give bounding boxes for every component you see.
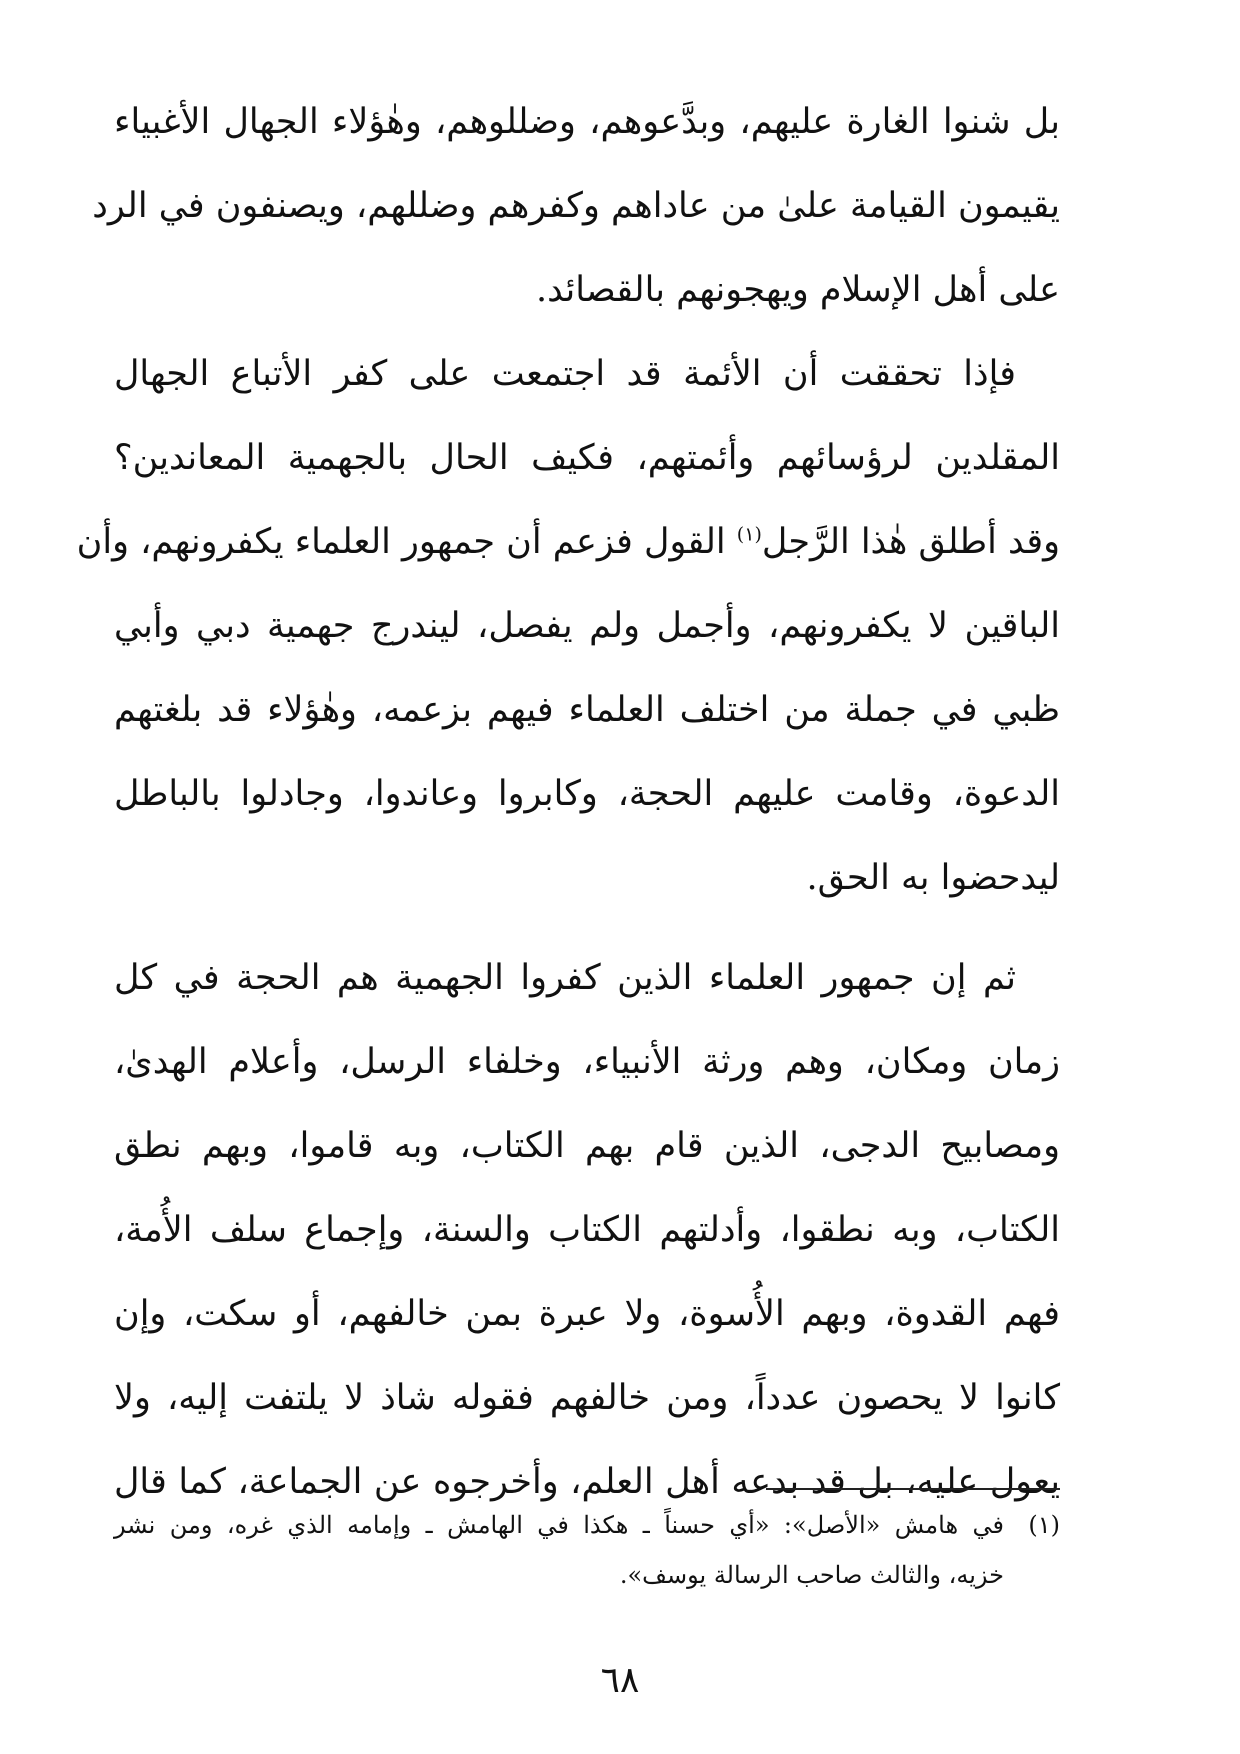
line-lead-text: وقد أطلق هٰذا الرَّجل [761, 522, 1060, 562]
text-line: الباقين لا يكفرونهم، وأجمل ولم يفصل، ليندرج جهمية دبي وأبي [114, 606, 1060, 646]
footnote-line: خزيه، والثالث صاحب الرسالة يوسف». [619, 1561, 1004, 1589]
text-line: ومصابيح الدجى، الذين قام بهم الكتاب، وبه قاموا، وبهم نطق [114, 1126, 1060, 1166]
paragraph-gap [114, 920, 1060, 936]
footnote-line [114, 1500, 1060, 1550]
footnote-divider [766, 1488, 1060, 1490]
main-text [76, 80, 1060, 1524]
page-number: ٦٨ [600, 1660, 640, 1701]
text-line: الكتاب، وبه نطقوا، وأدلتهم الكتاب والسنة، وإجماع سلف الأُمة، [114, 1210, 1060, 1250]
text-line: كانوا لا يحصون عدداً، ومن خالفهم فقوله شاذ لا يلتفت إليه، ولا [114, 1378, 1060, 1418]
text-line: يقيمون القيامة علىٰ من عاداهم وكفرهم وضللهم، ويصنفون في الرد [92, 186, 1060, 226]
text-line: بل شنوا الغارة عليهم، وبدَّعوهم، وضللوهم، وهٰؤلاء الجهال الأغبياء [114, 102, 1060, 142]
footnote-reference[interactable]: (١) [736, 523, 762, 546]
text-line: فهم القدوة، وبهم الأُسوة، ولا عبرة بمن خالفهم، أو سكت، وإن [114, 1294, 1060, 1334]
text-line: على أهل الإسلام ويهجونهم بالقصائد. [535, 270, 1060, 310]
footnote-section [114, 1500, 1060, 1600]
text-line: زمان ومكان، وهم ورثة الأنبياء، وخلفاء الرسل، وأعلام الهدىٰ، [114, 1042, 1060, 1082]
footnote-text: في هامش «الأصل»: «أي حسناً ـ هكذا في الهامش ـ وإمامه الذي غره، ومن نشر [114, 1511, 1004, 1539]
text-line: ليدحضوا به الحق. [806, 858, 1060, 898]
text-line: الدعوة، وقامت عليهم الحجة، وكابروا وعاندوا، وجادلوا بالباطل [114, 774, 1060, 814]
text-line-with-footnote-ref [76, 500, 1060, 584]
text-line: المقلدين لرؤسائهم وأئمتهم، فكيف الحال بالجهمية المعاندين؟ [114, 438, 1060, 478]
text-line: ثم إن جمهور العلماء الذين كفروا الجهمية هم الحجة في كل [114, 958, 1017, 998]
footnote-marker: (١) [1028, 1511, 1060, 1539]
text-line: يعول عليه، بل قد بدعه أهل العلم، وأخرجوه عن الجماعة، كما قال [114, 1462, 1060, 1502]
text-line: ظبي في جملة من اختلف العلماء فيهم بزعمه، وهٰؤلاء قد بلغتهم [114, 690, 1060, 730]
text-line: فإذا تحققت أن الأئمة قد اجتمعت على كفر الأتباع الجهال [114, 354, 1016, 394]
line-rest-text: القول فزعم أن جمهور العلماء يكفرونهم، وأن [76, 522, 726, 562]
